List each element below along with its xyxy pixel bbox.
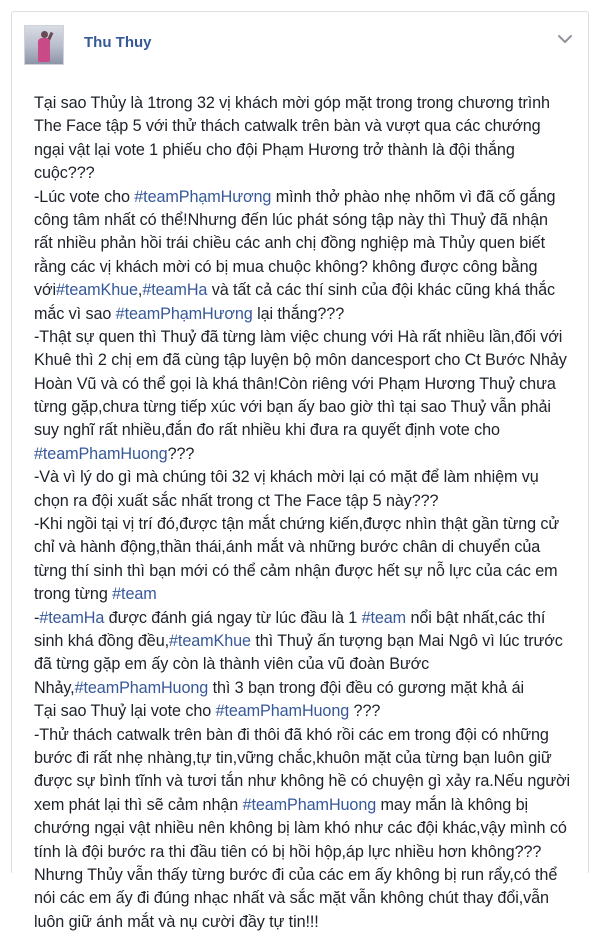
post-text-line bbox=[34, 419, 574, 442]
post-text-line bbox=[34, 677, 574, 700]
hashtag-link[interactable]: #teamPhamHuong bbox=[34, 444, 168, 463]
text-segment: -Khi ngồi tại vị trí đó,được tận mắt chứng kiến,được nhìn thật gần từng cử bbox=[34, 515, 560, 534]
text-segment: lại thắng??? bbox=[252, 304, 345, 323]
text-segment: nổi bật nhất,các thí bbox=[406, 608, 546, 627]
hashtag-link[interactable]: #teamPhamHuong bbox=[74, 678, 209, 697]
post-text-line bbox=[34, 139, 574, 162]
text-segment: may mắn là không bị bbox=[376, 795, 529, 814]
text-segment: -Lúc vote cho bbox=[34, 187, 135, 206]
text-segment: -Thật sự quen thì Thuỷ đã từng làm việc chung với Hà rất nhiều lần,đối với bbox=[34, 327, 563, 346]
hashtag-link[interactable]: #teamKhue bbox=[56, 281, 138, 300]
hashtag-link[interactable]: #team bbox=[361, 608, 407, 627]
text-segment: xem phát lại thì sẽ cảm nhận bbox=[34, 795, 243, 814]
text-segment: chướng ngại vật nhiều nên không bị làm khó như các đội khác,vậy mình có bbox=[34, 819, 567, 838]
text-segment: mình thở phào nhẹ nhõm vì đã cố gắng bbox=[271, 187, 556, 206]
post-header bbox=[12, 12, 588, 80]
text-segment: -Thử thách catwalk trên bàn đi thôi đã khó rồi các em trong đội có những bbox=[34, 725, 549, 744]
post-text-line bbox=[34, 115, 574, 138]
author-name[interactable]: Thu Thuy bbox=[84, 34, 152, 51]
text-segment: Hoàn Vũ và có thể gọi là khá thân!Còn riêng với Phạm Hương Thuỷ chưa bbox=[34, 374, 556, 393]
hashtag-link[interactable]: #teamPhạmHương bbox=[134, 187, 272, 206]
post-text-line bbox=[34, 466, 574, 489]
text-segment: thì Thuỷ ấn tượng bạn Mai Ngô vì lúc trước bbox=[250, 631, 563, 650]
text-segment: bước đi rất nhẹ nhàng,tự tin,vững chắc,khuôn mặt của từng bạn luôn giữ bbox=[34, 748, 552, 767]
text-segment: suy nghĩ rất nhiều,đắn đo rất nhiều khi đưa ra quyết định vote cho bbox=[34, 421, 500, 440]
text-segment: ??? bbox=[167, 444, 195, 463]
post-text-line bbox=[34, 724, 574, 747]
post-text-line bbox=[34, 536, 574, 559]
post-text-line bbox=[34, 794, 574, 817]
post-text bbox=[34, 92, 574, 934]
text-segment: ??? bbox=[349, 702, 381, 721]
post-text-line bbox=[34, 92, 574, 115]
post-text-line bbox=[34, 256, 574, 279]
post-text-line bbox=[34, 396, 574, 419]
hashtag-link[interactable]: #teamHa bbox=[142, 281, 208, 300]
post-text-line bbox=[34, 326, 574, 349]
post-text-line bbox=[34, 303, 574, 326]
post-text-line bbox=[34, 513, 574, 536]
text-segment: - bbox=[34, 608, 40, 627]
text-segment: The Face tập 5 với thử thách catwalk trên bàn và vượt qua các chướng bbox=[34, 117, 541, 136]
text-segment: sinh khá đồng đều, bbox=[34, 631, 170, 650]
text-segment: rằng các vị khách mời có bị mua chuộc không? không được công bằng bbox=[34, 257, 538, 276]
post-text-line bbox=[34, 864, 574, 887]
hashtag-link[interactable]: #teamPhamHuong bbox=[215, 702, 350, 721]
post-text-line bbox=[34, 700, 574, 723]
hashtag-link[interactable]: #teamHa bbox=[39, 608, 105, 627]
post-text-line bbox=[34, 911, 574, 934]
chevron-down-icon[interactable] bbox=[556, 32, 574, 46]
post-text-line bbox=[34, 817, 574, 840]
avatar[interactable] bbox=[24, 25, 64, 65]
post-text-line bbox=[34, 630, 574, 653]
text-segment: Nhảy, bbox=[34, 678, 75, 697]
post-text-line bbox=[34, 209, 574, 232]
text-segment: được sự bình tĩnh và tươi tắn như không hề có chuyện gì xảy ra.Nếu người bbox=[34, 772, 570, 791]
text-segment: từng gặp,chưa từng tiếp xúc với bạn ấy bao giờ thì tại sao Thuỷ vẫn phải bbox=[34, 398, 551, 417]
hashtag-link[interactable]: #teamPhamHuong bbox=[242, 795, 377, 814]
text-segment: trong từng bbox=[34, 585, 113, 604]
text-segment: thì 3 bạn trong đội đều có gương mặt khả ái bbox=[208, 678, 524, 697]
text-segment: cuộc??? bbox=[34, 164, 95, 183]
text-segment: ngại vật lại vote 1 phiếu cho đội Phạm Hương trở thành là đội thắng bbox=[34, 140, 515, 159]
text-segment: đã từng gặp em ấy còn là thành viên của vũ đoàn Bước bbox=[34, 655, 430, 674]
text-segment: và tất cả các thí sinh của đội khác cũng khá thắc bbox=[207, 281, 556, 300]
post-text-line bbox=[34, 279, 574, 302]
text-segment: Nhưng Thủy vẫn thấy từng bước đi của các em ấy không bị run rẩy,có thể bbox=[34, 865, 558, 884]
post-text-line bbox=[34, 443, 574, 466]
post-text-line bbox=[34, 232, 574, 255]
post-text-line bbox=[34, 841, 574, 864]
text-segment: chỉ và hành động,thần thái,ánh mắt và những bước chân di chuyển của bbox=[34, 538, 541, 557]
post-text-line bbox=[34, 186, 574, 209]
post-text-line bbox=[34, 349, 574, 372]
text-segment: rất nhiều phản hồi trái chiều các anh chị đồng nghiệp mà Thủy quen biết bbox=[34, 234, 545, 253]
text-segment: chọn ra đội xuất sắc nhất trong ct The Face tập 5 này??? bbox=[34, 491, 439, 510]
text-segment: từng thí sinh thì bạn mới có thể cảm nhận được hết sự nỗ lực của các em bbox=[34, 561, 558, 580]
post-text-line bbox=[34, 583, 574, 606]
text-segment: nói các em ấy đi đúng nhạc nhất và sắc mặt vẫn không chút thay đổi,vẫn bbox=[34, 889, 549, 908]
post-text-line bbox=[34, 373, 574, 396]
text-segment: với bbox=[34, 281, 57, 300]
text-segment: , bbox=[137, 281, 143, 300]
hashtag-link[interactable]: #teamPhạmHương bbox=[115, 304, 253, 323]
post-text-line bbox=[34, 653, 574, 676]
post-text-line bbox=[34, 887, 574, 910]
text-segment: Tại sao Thuỷ lại vote cho bbox=[34, 702, 216, 721]
post-text-line bbox=[34, 607, 574, 630]
hashtag-link[interactable]: #team bbox=[112, 585, 157, 604]
text-segment: Tại sao Thủy là 1trong 32 vị khách mời góp mặt trong trong chương trình bbox=[34, 94, 550, 112]
text-segment: -Và vì lý do gì mà chúng tôi 32 vị khách mời lại có mặt để làm nhiệm vụ bbox=[34, 468, 539, 487]
text-segment: luôn giữ ánh mắt và nụ cười đầy tự tin!!! bbox=[34, 912, 319, 931]
post-text-line bbox=[34, 490, 574, 513]
post-text-line bbox=[34, 770, 574, 793]
text-segment: được đánh giá ngay từ lúc đầu là 1 bbox=[104, 608, 362, 627]
post-text-line bbox=[34, 747, 574, 770]
text-segment: công tâm nhất có thể!Nhưng đến lúc phát sóng tập này thì Thuỷ đã nhận bbox=[34, 210, 548, 229]
hashtag-link[interactable]: #teamKhue bbox=[169, 631, 251, 650]
text-segment: tính là đội bước ra thi đầu tiên có bị hồi hộp,áp lực nhiều hơn không??? bbox=[34, 842, 542, 861]
post-text-line bbox=[34, 560, 574, 583]
text-segment: mắc vì sao bbox=[34, 304, 116, 323]
post-text-line bbox=[34, 162, 574, 185]
text-segment: Khuê thì 2 chị em đã cùng tập luyện bộ môn dancesport cho Ct Bước Nhảy bbox=[34, 351, 567, 370]
post-card bbox=[11, 11, 589, 931]
